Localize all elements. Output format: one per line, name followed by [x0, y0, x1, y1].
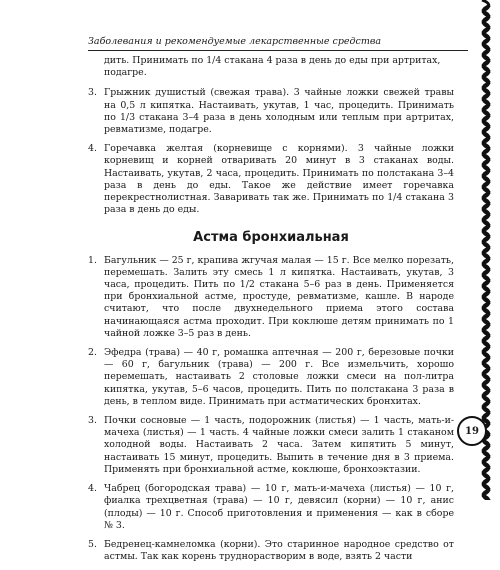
section-title: Астма бронхиальная: [193, 230, 349, 246]
item-text: Багульник — 25 г, крапива жгучая малая — 15 г. Все мелко порезать, перемешать. Залить эту смесь 1 л кипятка. Настаивать, укутав, 3 часа, процедить. Пить по 1/2 стакана 5–6 раз в день. Применяется при бронхиальной астме, простуде, ревматизме, кашле. В народе считают, что после двухнедельного приема этого состава начинающаяся астма проходит. При коклюше детям принимать по 1 чайной ложке 3–5 раз в день.: [104, 254, 454, 339]
item-text: Горечавка желтая (корневище с корнями). 3 чайные ложки корневищ и корней отваривать 20 минут в 3 стаканах воды. Настаивать, укутав, 2 часа, процедить. Принимать по полстакана 3–4 раза в день до еды. Такое же действие имеет горечавка перекрестнолистная. Заваривать так же. Принимать по 1/4 стакана 3 раза в день до еды.: [104, 143, 454, 216]
running-header: Заболевания и рекомендуемые лекарственные средства: [88, 36, 382, 47]
list-item: [88, 415, 454, 476]
item-text: Бедренец-камнеломка (корни). Это старинное народное средство от астмы. Так как корень труднорастворим в воде, взять 2 части: [104, 538, 454, 563]
item-text: Эфедра (трава) — 40 г, ромашка аптечная — 200 г, березовые почки — 60 г, багульник (трава) — 200 г. Все измельчить, хорошо перемешать, настаивать 2 столовые ложки смеси на пол-литра кипятка, укутав, 5–6 часов, процедить. Пить по полстакана 3 раза в день, в теплом виде. Принимать при астматических бронхитах.: [104, 347, 454, 407]
item-text: Почки сосновые — 1 часть, подорожник (листья) — 1 часть, мать-и-мачеха (листья) — 1 часть. 4 чайные ложки смеси залить 1 стаканом холодной воды. Настаивать 2 часа. Затем кипятить 5 минут, настаивать 15 минут, процедить. Выпить в течение дня в 3 приема. Применять при бронхиальной астме, коклюше, бронхоэктазии.: [104, 415, 454, 475]
page-content: [88, 55, 454, 570]
list-item: [88, 483, 454, 532]
item-number: 3.: [88, 415, 97, 427]
list-item: [88, 255, 454, 340]
list-item: [88, 539, 454, 563]
item-number: 5.: [88, 538, 97, 550]
item-text: Чабрец (богородская трава) — 10 г, мать-и-мачеха (листья) — 10 г, фиалка трехцветная (трава) — 10 г, девясил (корни) — 10 г, анис (плоды) — 10 г. Способ приготовления и применения — как в сборе № 3.: [104, 483, 454, 531]
list-item: [88, 87, 454, 136]
item-number: 4.: [88, 143, 97, 155]
item-number: 1.: [88, 254, 97, 266]
item-text: Грыжник душистый (свежая трава). 3 чайные ложки свежей травы на 0,5 л кипятка. Настаивать, укутав, 1 час, процедить. Принимать по 1/3 стакана 3–4 раза в день холодным или теплым при артритах, ревматизме, подагре.: [104, 87, 454, 136]
item-number: 3.: [88, 87, 97, 99]
list-item: [88, 347, 454, 408]
item-number: 4.: [88, 483, 97, 495]
page-number: 19: [457, 416, 487, 446]
continuation-text: дить. Принимать по 1/4 стакана 4 раза в день до еды при артритах, подагре.: [104, 55, 441, 79]
item-number: 2.: [88, 347, 97, 359]
header-rule: [88, 50, 468, 51]
list-item: [88, 143, 454, 216]
